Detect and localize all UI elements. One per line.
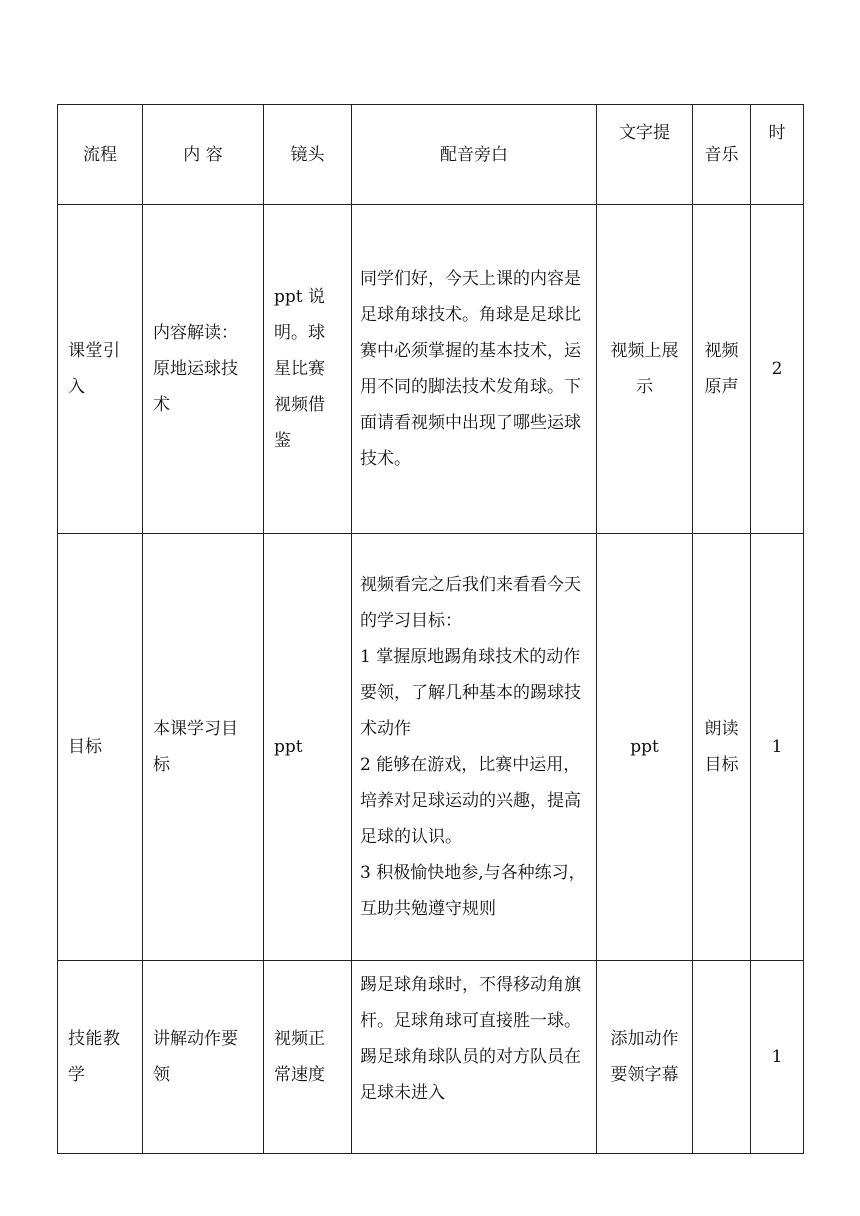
cell-shot: ppt 说明。球星比赛视频借鉴 <box>264 205 352 534</box>
cell-content: 本课学习目标 <box>143 534 264 961</box>
header-content: 内 容 <box>143 105 264 205</box>
header-shot: 镜头 <box>264 105 352 205</box>
cell-content: 内容解读：原地运球技术 <box>143 205 264 534</box>
cell-narration <box>352 205 597 534</box>
cell-text-prompt: ppt <box>597 534 693 961</box>
cell-time: 2 <box>751 205 804 534</box>
narration-paragraph: 3 积极愉快地参,与各种练习，互助共勉遵守规则 <box>360 863 586 919</box>
header-narration: 配音旁白 <box>352 105 597 205</box>
cell-shot: 视频正常速度 <box>264 961 352 1154</box>
narration-paragraph: 同学们好，今天上课的内容是足球角球技术。角球是足球比赛中必须掌握的基本技术，运用不同的脚法技术发角球。下面请看视频中出现了哪些运球技术。 <box>360 269 581 469</box>
cell-flow: 目标 <box>58 534 143 961</box>
header-row <box>58 105 804 205</box>
cell-shot: ppt <box>264 534 352 961</box>
cell-music: 视频原声 <box>693 205 751 534</box>
cell-music <box>693 961 751 1154</box>
table-row <box>58 961 804 1154</box>
narration-paragraph: 2 能够在游戏，比赛中运用，培养对足球运动的兴趣，提高足球的认识。 <box>360 755 581 847</box>
cell-narration <box>352 961 597 1154</box>
cell-time: 1 <box>751 961 804 1154</box>
narration-paragraph: 踢足球角球时，不得移动角旗杆。足球角球可直接胜一球。踢足球角球队员的对方队员在足球未进入 <box>360 975 581 1103</box>
table-row <box>58 534 804 961</box>
header-music: 音乐 <box>693 105 751 205</box>
narration-paragraph: 1 掌握原地踢角球技术的动作要领，了解几种基本的踢球技术动作 <box>360 647 581 739</box>
cell-music: 朗读目标 <box>693 534 751 961</box>
cell-flow: 课堂引入 <box>58 205 143 534</box>
cell-content: 讲解动作要领 <box>143 961 264 1154</box>
cell-flow: 技能教学 <box>58 961 143 1154</box>
header-time: 时 <box>751 105 804 205</box>
narration-paragraph: 视频看完之后我们来看看今天的学习目标： <box>360 575 581 631</box>
table-row <box>58 205 804 534</box>
cell-text-prompt: 添加动作要领字幕 <box>597 961 693 1154</box>
cell-time: 1 <box>751 534 804 961</box>
header-flow: 流程 <box>58 105 143 205</box>
cell-text-prompt: 视频上展示 <box>597 205 693 534</box>
cell-narration <box>352 534 597 961</box>
header-text-prompt: 文字提 <box>597 105 693 205</box>
lesson-plan-table <box>57 104 804 1154</box>
